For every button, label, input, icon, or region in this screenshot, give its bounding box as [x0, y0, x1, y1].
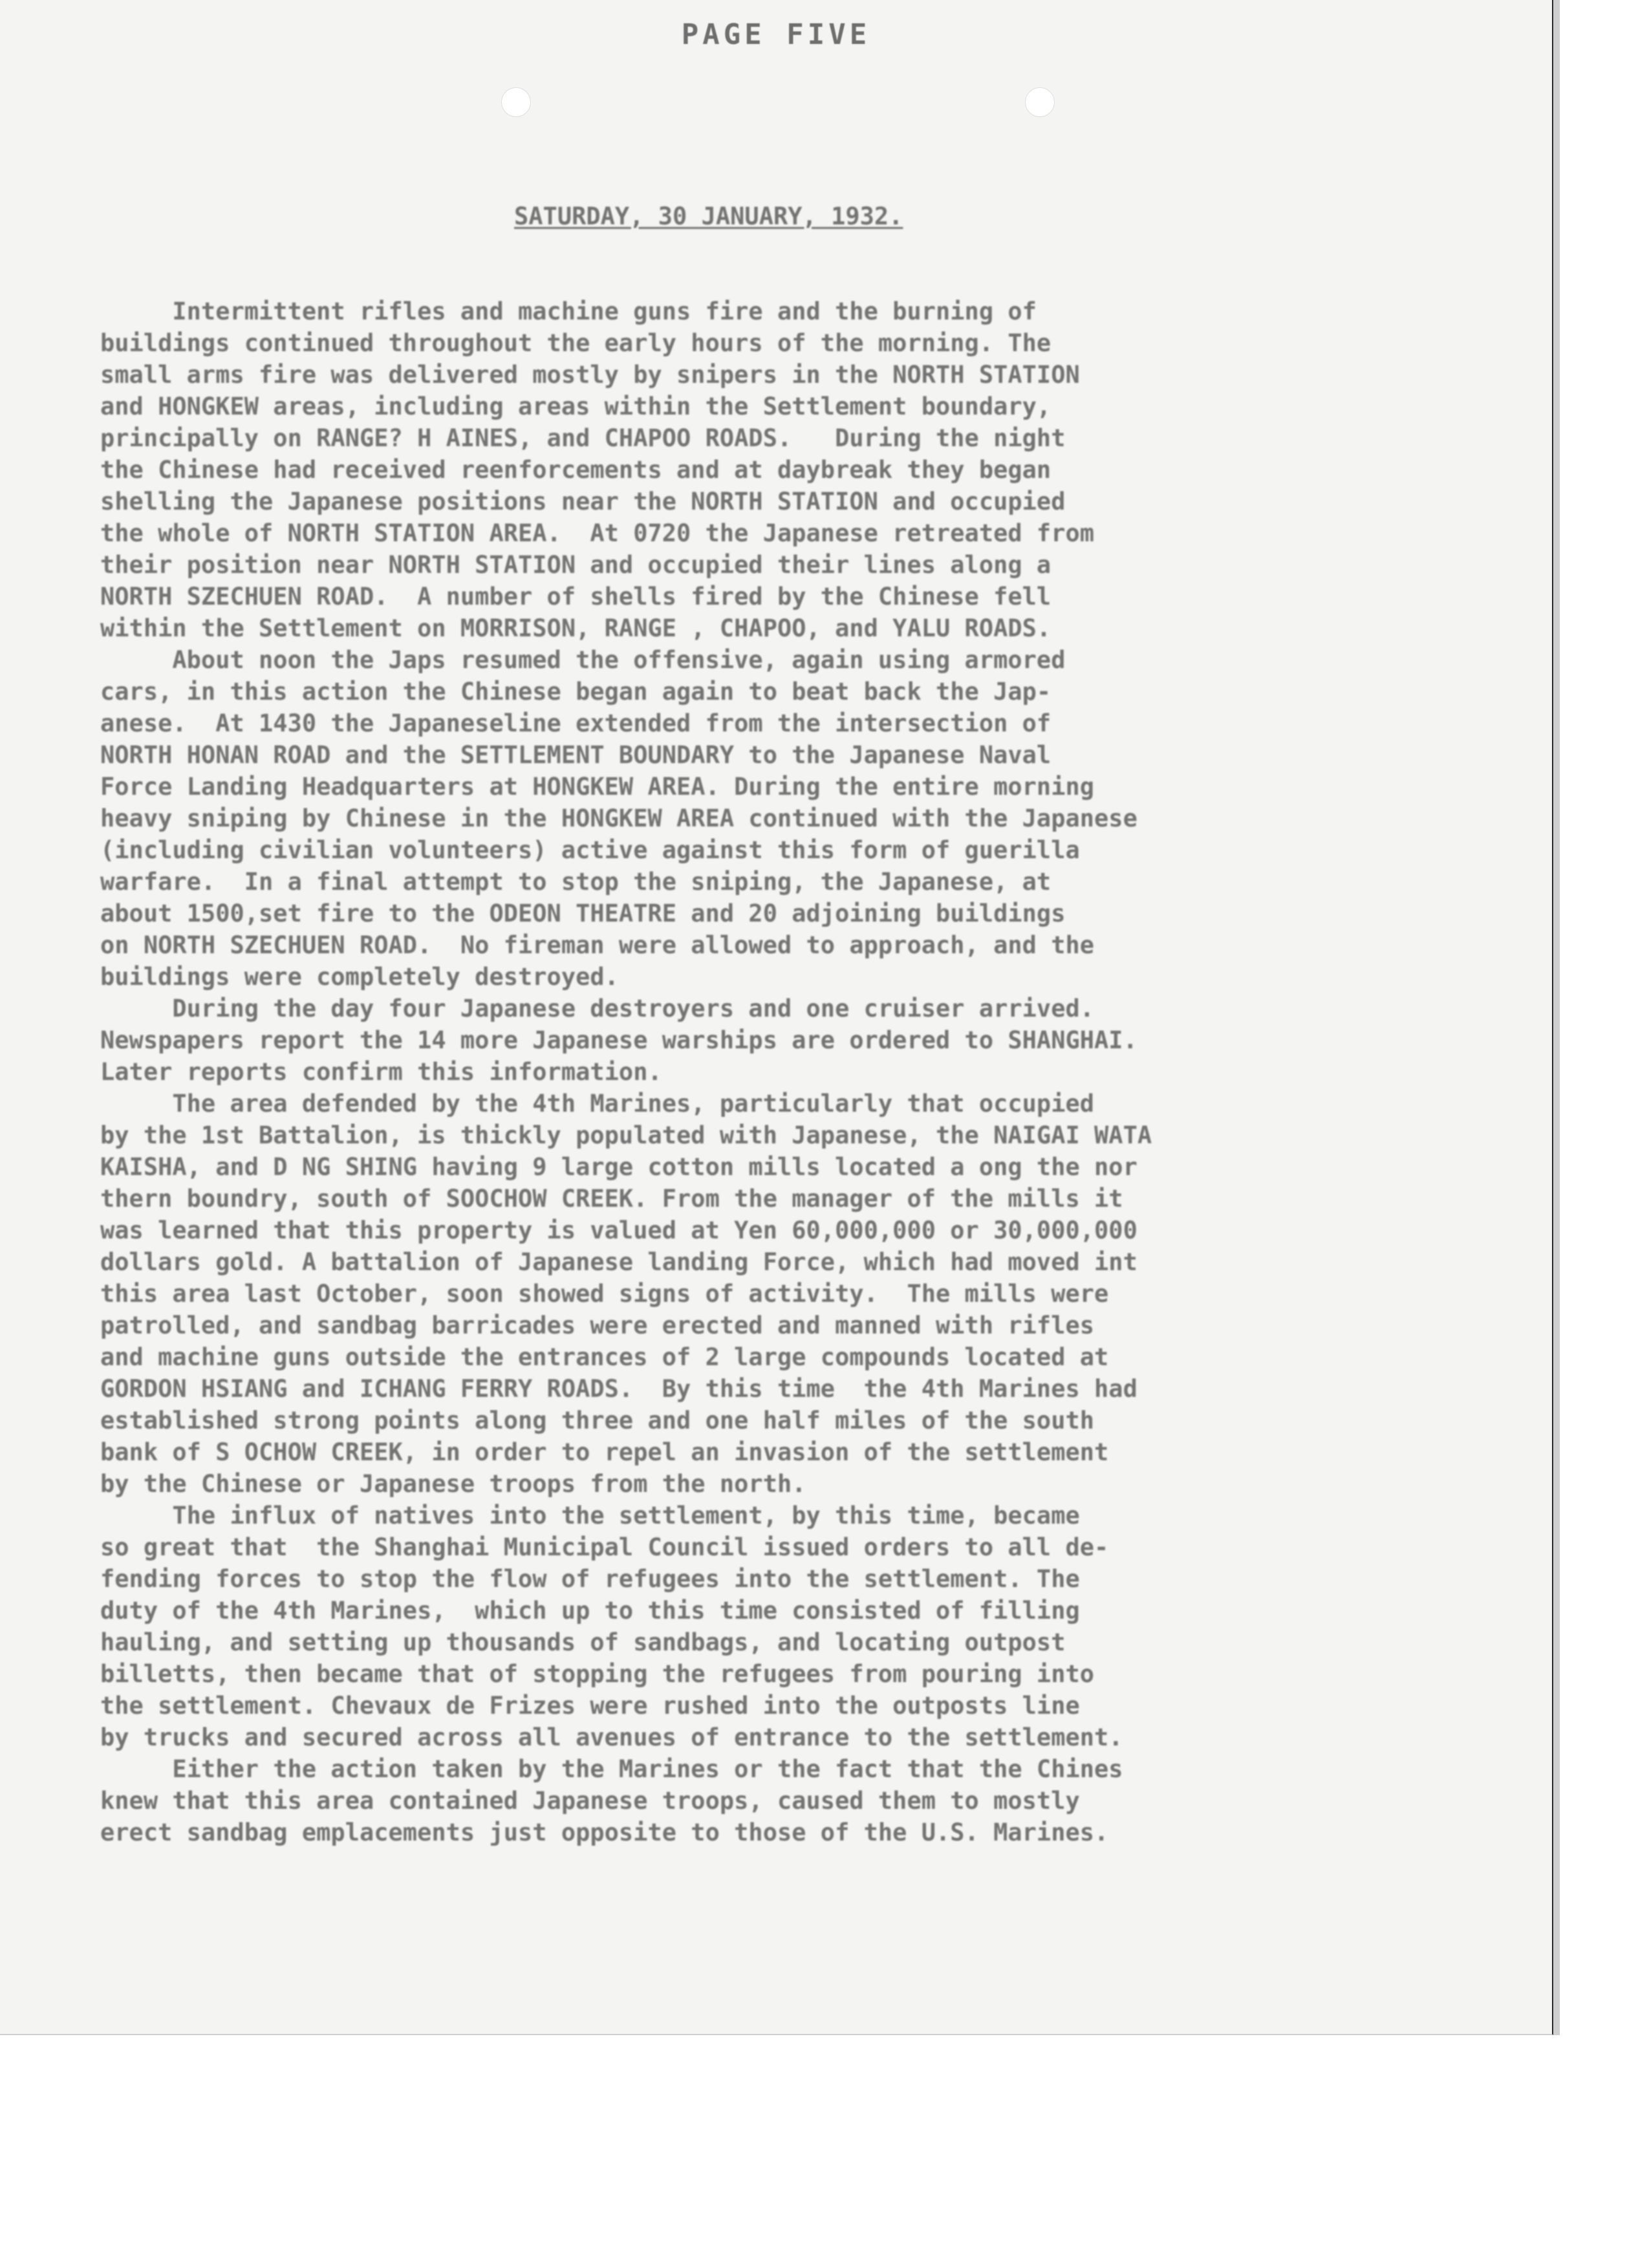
text-line: buildings continued throughout the early hours of the morning. The — [100, 329, 1051, 357]
document-body — [100, 137, 1458, 1912]
text-line: NORTH HONAN ROAD and the SETTLEMENT BOUNDARY to the Japanese Naval — [100, 741, 1051, 769]
text-line: patrolled, and sandbag barricades were erected and manned with rifles — [100, 1312, 1095, 1339]
text-line: billetts, then became that of stopping the refugees from pouring into — [100, 1660, 1095, 1688]
text-line: the settlement. Chevaux de Frizes were rushed into the outposts line — [100, 1692, 1080, 1720]
text-line: (including civilian volunteers) active against this form of guerilla — [100, 836, 1080, 864]
text-line: bank of S OCHOW CREEK, in order to repel an invasion of the settlement — [100, 1438, 1109, 1466]
page-header: PAGE FIVE — [681, 18, 871, 51]
text-line: about 1500,set fire to the ODEON THEATRE and 20 adjoining buildings — [100, 900, 1066, 927]
text-line: dollars gold. A battalion of Japanese landing Force, which had moved int — [100, 1248, 1137, 1276]
text-line: The area defended by the 4th Marines, particularly that occupied — [100, 1090, 1095, 1118]
text-line: warfare. In a final attempt to stop the sniping, the Japanese, at — [100, 868, 1051, 896]
text-line: fending forces to stop the flow of refugees into the settlement. The — [100, 1565, 1080, 1593]
text-line: anese. At 1430 the Japaneseline extended from the intersection of — [100, 709, 1051, 737]
text-line: thern boundry, south of SOOCHOW CREEK. From the manager of the mills it — [100, 1185, 1123, 1213]
text-line: and HONGKEW areas, including areas within the Settlement boundary, — [100, 393, 1051, 420]
text-line: on NORTH SZECHUEN ROAD. No fireman were allowed to approach, and the — [100, 931, 1095, 959]
text-line: this area last October, soon showed signs of activity. The mills were — [100, 1280, 1109, 1308]
text-line: within the Settlement on MORRISON, RANGE , CHAPOO, and YALU ROADS. — [100, 614, 1051, 642]
text-line: the whole of NORTH STATION AREA. At 0720 the Japanese retreated from — [100, 519, 1095, 547]
text-line: cars, in this action the Chinese began again to beat back the Jap- — [100, 678, 1051, 706]
text-line: buildings were completely destroyed. — [100, 963, 619, 991]
text-line: heavy sniping by Chinese in the HONGKEW AREA continued with the Japanese — [100, 805, 1137, 832]
text-line: by the 1st Battalion, is thickly populated with Japanese, the NAIGAI WATA — [100, 1121, 1152, 1149]
text-line: knew that this area contained Japanese troops, caused them to mostly — [100, 1787, 1080, 1815]
text-line: erect sandbag emplacements just opposite to those of the U.S. Marines. — [100, 1819, 1109, 1846]
text-line: NORTH SZECHUEN ROAD. A number of shells fired by the Chinese fell — [100, 583, 1051, 610]
text-line: the Chinese had received reenforcements and at daybreak they began — [100, 456, 1051, 484]
text-line: About noon the Japs resumed the offensive, again using armored — [100, 646, 1066, 674]
text-line: their position near NORTH STATION and occupied their lines along a — [100, 551, 1051, 579]
text-line: principally on RANGE? H AINES, and CHAPOO ROADS. During the night — [100, 424, 1066, 452]
text-line: Intermittent rifles and machine guns fire and the burning of — [100, 297, 1037, 325]
text-line: small arms fire was delivered mostly by snipers in the NORTH STATION — [100, 361, 1080, 389]
text-lines — [100, 296, 1458, 1848]
punch-hole-right — [1025, 87, 1055, 117]
text-line: was learned that this property is valued at Yen 60,000,000 or 30,000,000 — [100, 1216, 1137, 1244]
text-line: During the day four Japanese destroyers and one cruiser arrived. — [100, 995, 1095, 1022]
date-heading: SATURDAY, 30 JANUARY, 1932. — [514, 202, 903, 230]
text-line: Force Landing Headquarters at HONGKEW AREA. During the entire morning — [100, 773, 1095, 801]
text-line: Either the action taken by the Marines or the fact that the Chines — [100, 1755, 1123, 1783]
text-line: shelling the Japanese positions near the NORTH STATION and occupied — [100, 488, 1066, 515]
text-line: hauling, and setting up thousands of sandbags, and locating outpost — [100, 1628, 1066, 1656]
text-line: duty of the 4th Marines, which up to this time consisted of filling — [100, 1597, 1080, 1625]
text-line: GORDON HSIANG and ICHANG FERRY ROADS. By this time the 4th Marines had — [100, 1375, 1137, 1403]
text-line: so great that the Shanghai Municipal Council issued orders to all de- — [100, 1533, 1109, 1561]
text-line: Newspapers report the 14 more Japanese warships are ordered to SHANGHAI. — [100, 1026, 1137, 1054]
text-line: The influx of natives into the settlement, by this time, became — [100, 1502, 1080, 1529]
text-line: and machine guns outside the entrances of 2 large compounds located at — [100, 1343, 1109, 1371]
text-line: by trucks and secured across all avenues of entrance to the settlement. — [100, 1723, 1123, 1751]
text-line: KAISHA, and D NG SHING having 9 large cotton mills located a ong the nor — [100, 1153, 1137, 1181]
punch-hole-left — [501, 87, 531, 117]
text-line: established strong points along three and one half miles of the south — [100, 1407, 1095, 1434]
text-line: by the Chinese or Japanese troops from the north. — [100, 1470, 806, 1498]
text-line: Later reports confirm this information. — [100, 1058, 662, 1086]
